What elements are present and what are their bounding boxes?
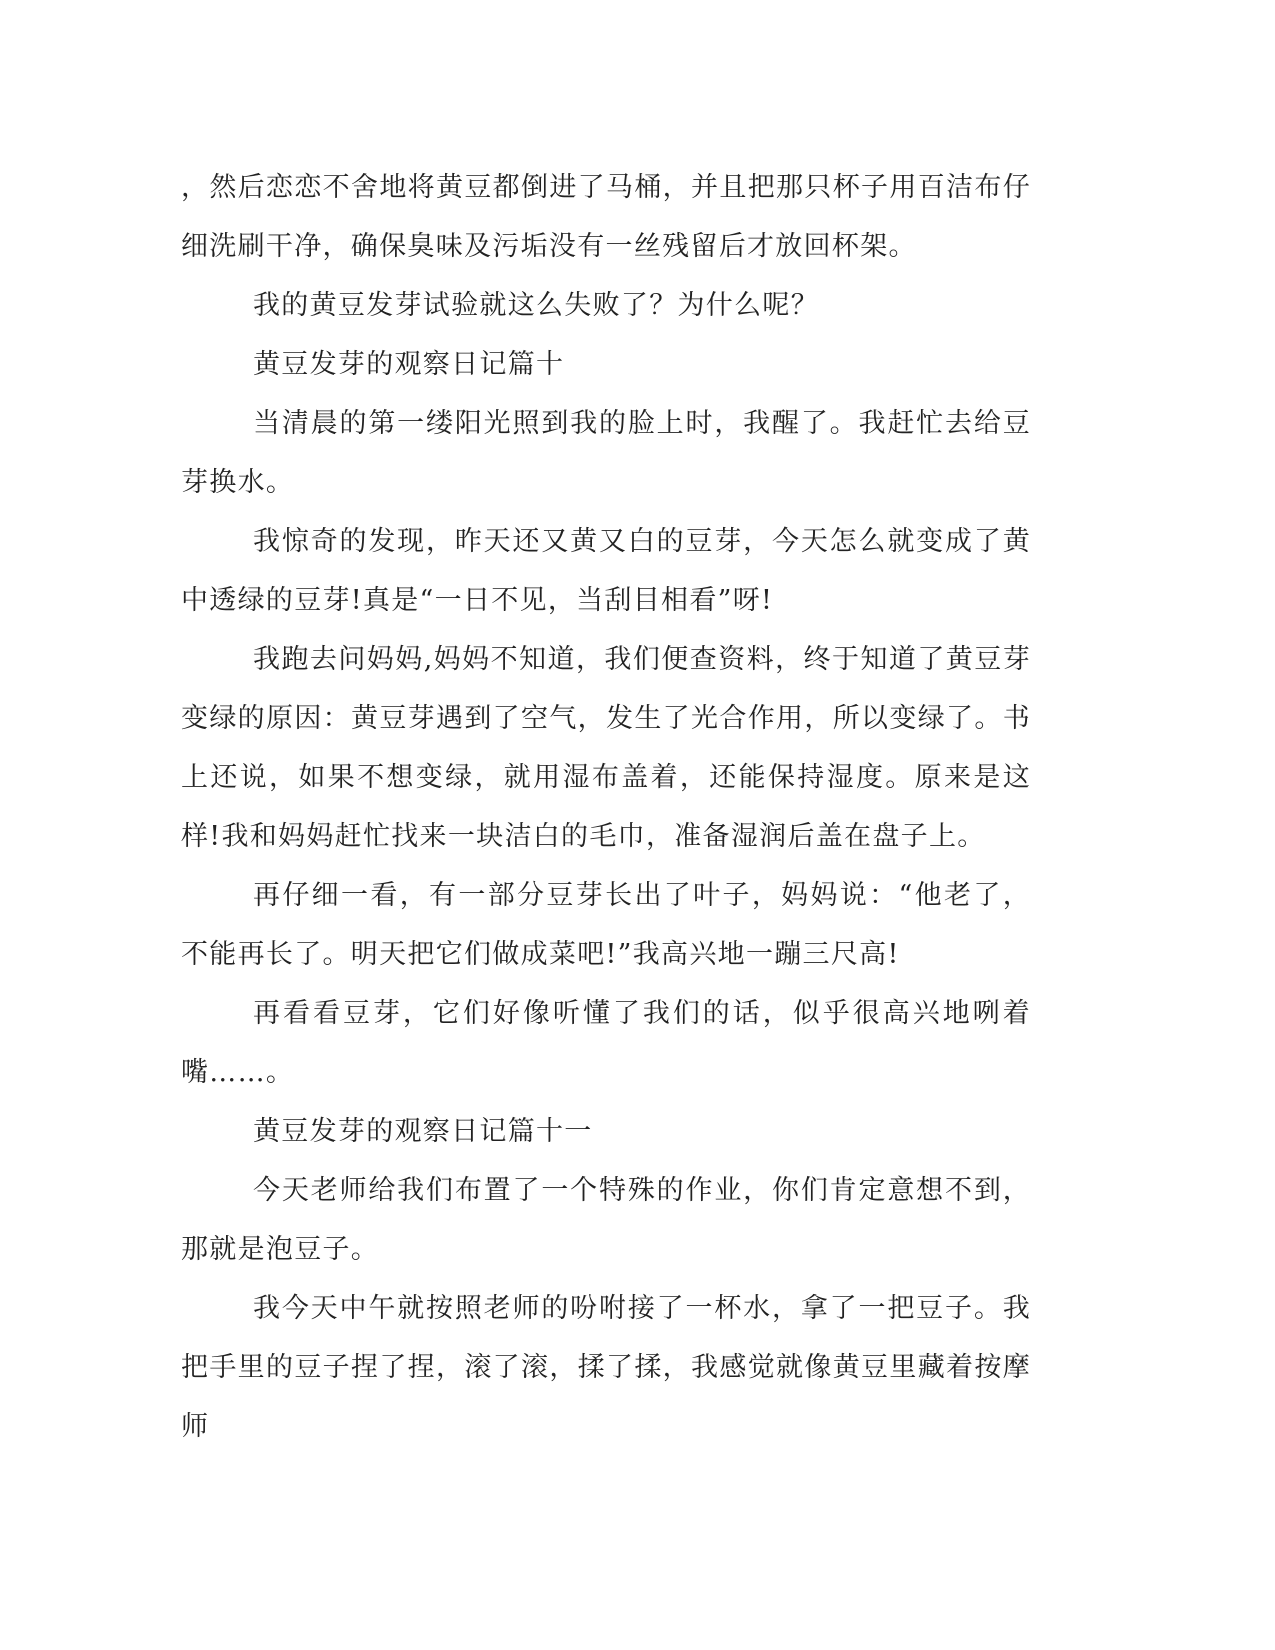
paragraph: 我今天中午就按照老师的吩咐接了一杯水，拿了一把豆子。我把手里的豆子捏了捏，滚了滚，揉了揉，我感觉就像黄豆里藏着按摩师 [181, 1293, 1031, 1442]
paragraph-continuation: ，然后恋恋不舍地将黄豆都倒进了马桶，并且把那只杯子用百洁布仔细洗刷干净，确保臭味及污垢没有一丝残留后才放回杯架。 [181, 172, 1031, 262]
section-heading: 黄豆发芽的观察日记篇十一 [253, 1116, 593, 1147]
paragraph: 当清晨的第一缕阳光照到我的脸上时，我醒了。我赶忙去给豆芽换水。 [181, 408, 1031, 498]
paragraph: 我跑去问妈妈,妈妈不知道，我们便查资料，终于知道了黄豆芽变绿的原因：黄豆芽遇到了空气，发生了光合作用，所以变绿了。书上还说，如果不想变绿，就用湿布盖着，还能保持湿度。原来是这样!我和妈妈赶忙找来一块洁白的毛巾，准备湿润后盖在盘子上。 [181, 644, 1031, 852]
section-heading: 黄豆发芽的观察日记篇十 [253, 349, 565, 380]
paragraph: 今天老师给我们布置了一个特殊的作业，你们肯定意想不到，那就是泡豆子。 [181, 1175, 1031, 1265]
paragraph: 再看看豆芽，它们好像听懂了我们的话，似乎很高兴地咧着嘴……。 [181, 998, 1031, 1088]
paragraph: 我的黄豆发芽试验就这么失败了？为什么呢？ [253, 290, 819, 321]
paragraph: 我惊奇的发现，昨天还又黄又白的豆芽，今天怎么就变成了黄中透绿的豆芽!真是“一日不见，当刮目相看”呀! [181, 526, 1031, 616]
paragraph: 再仔细一看，有一部分豆芽长出了叶子，妈妈说：“他老了，不能再长了。明天把它们做成菜吧!”我高兴地一蹦三尺高! [181, 880, 1031, 970]
document-body [181, 158, 1031, 1456]
